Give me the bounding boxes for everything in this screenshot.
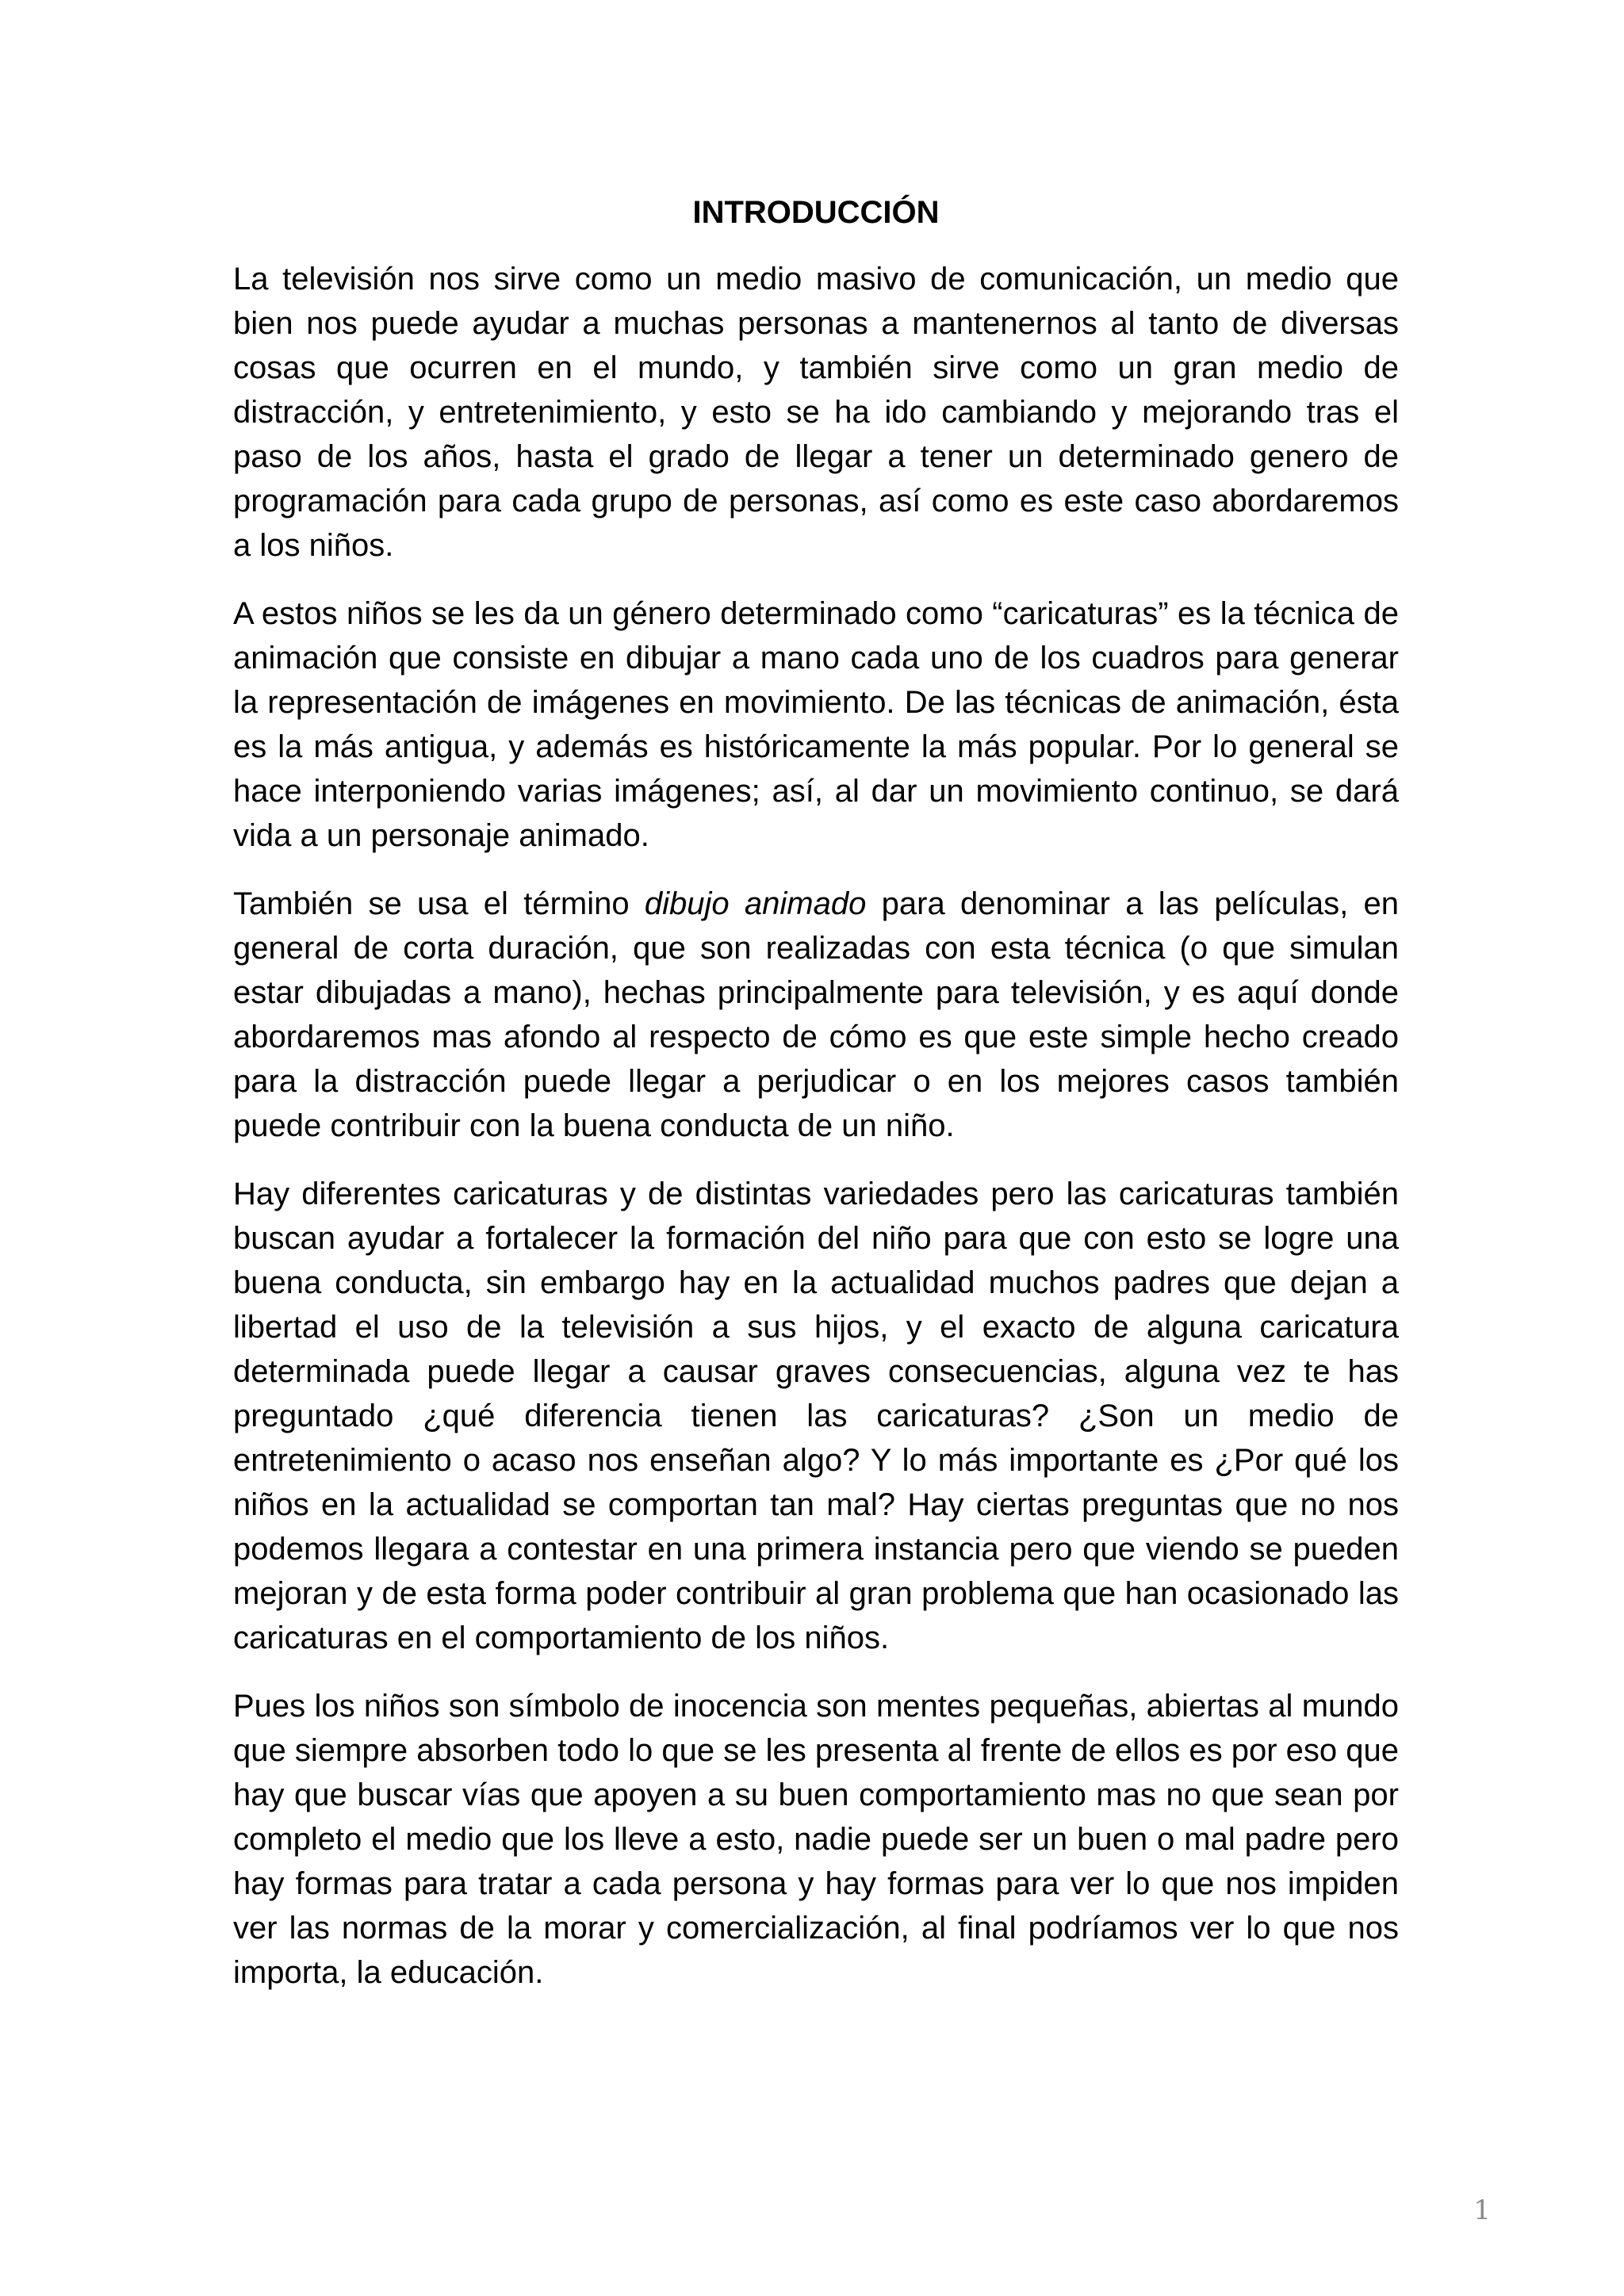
paragraph-2: A estos niños se les da un género determinado como “caricaturas” es la técnica de animación que consiste en dibujar a mano cada uno de los cuadros para generar la representación de imágenes en movimiento. De las técnicas de animación, ésta es la más antigua, y además es históricamente la más popular. Por lo general se hace interponiendo varias imágenes; así, al dar un movimiento continuo, se dará vida a un personaje animado. [233, 596, 1399, 853]
paragraph-3-text-after: para denominar a las películas, en general de corta duración, que son realizadas con esta técnica (o que simulan estar dibujadas a mano), hechas principalmente para televisión, y es aquí donde abordaremos mas afondo al respecto de cómo es que este simple hecho creado para la distracción puede llegar a perjudicar o en los mejores casos también puede contribuir con la buena conducta de un niño. [233, 886, 1399, 1143]
document-body [233, 257, 1399, 2019]
paragraph-1: La televisión nos sirve como un medio masivo de comunicación, un medio que bien nos puede ayudar a muchas personas a mantenernos al tanto de diversas cosas que ocurren en el mundo, y también sirve como un gran medio de distracción, y entretenimiento, y esto se ha ido cambiando y mejorando tras el paso de los años, hasta el grado de llegar a tener un determinado genero de programación para cada grupo de personas, así como es este caso abordaremos a los niños. [233, 262, 1399, 563]
paragraph-4: Hay diferentes caricaturas y de distintas variedades pero las caricaturas también buscan ayudar a fortalecer la formación del niño para que con esto se logre una buena conducta, sin embargo hay en la actualidad muchos padres que dejan a libertad el uso de la televisión a sus hijos, y el exacto de alguna caricatura determinada puede llegar a causar graves consecuencias, alguna vez te has preguntado ¿qué diferencia tienen las caricaturas? ¿Son un medio de entretenimiento o acaso nos enseñan algo? Y lo más importante es ¿Por qué los niños en la actualidad se comportan tan mal? Hay ciertas preguntas que no nos podemos llegara a contestar en una primera instancia pero que viendo se pueden mejoran y de esta forma poder contribuir al gran problema que han ocasionado las caricaturas en el comportamiento de los niños. [233, 1177, 1399, 1655]
paragraph-3 [233, 882, 1399, 1148]
page-title: INTRODUCCIÓN [692, 195, 940, 230]
paragraph-3-emphasis: dibujo animado [644, 886, 867, 921]
page-number: 1 [1473, 2195, 1491, 2226]
paragraph-5: Pues los niños son símbolo de inocencia son mentes pequeñas, abiertas al mundo que siempre absorben todo lo que se les presenta al frente de ellos es por eso que hay que buscar vías que apoyen a su buen comportamiento mas no que sean por completo el medio que los lleve a esto, nadie puede ser un buen o mal padre pero hay formas para tratar a cada persona y hay formas para ver lo que nos impiden ver las normas de la morar y comercialización, al final podríamos ver lo que nos importa, la educación. [233, 1689, 1399, 1990]
paragraph-3-text-before: También se usa el término [233, 886, 645, 921]
